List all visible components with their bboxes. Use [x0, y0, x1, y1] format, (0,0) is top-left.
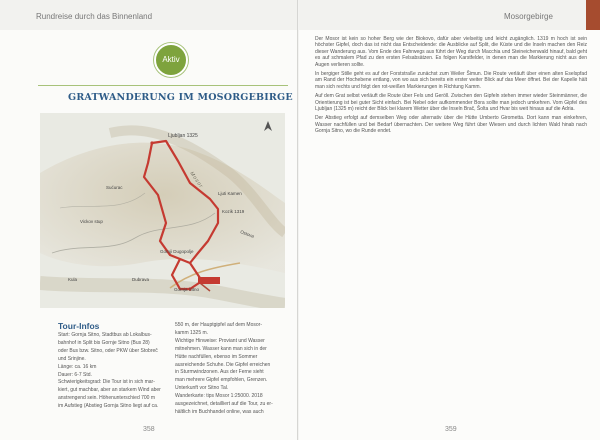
tour-line: Wichtige Hinweise: Proviant und Wasser	[175, 337, 265, 344]
tour-info-col-2	[175, 322, 285, 417]
tour-line: und Srinjine.	[58, 355, 86, 362]
map-label-11: Mosor	[188, 170, 205, 190]
tour-info-col-1	[58, 332, 163, 411]
tour-line: Länge: ca. 16 km	[58, 363, 97, 370]
map-label-8: Dubrava	[132, 277, 150, 282]
tour-line: in Sturmwindzonen. Aus der Ferne sieht	[175, 369, 264, 376]
tour-line: anstrengend sein. Höhenunterschied 700 m	[58, 395, 156, 402]
tour-line: man mehrere Gipfel empfohlen, Grenzen.	[175, 377, 268, 384]
right-page	[299, 0, 600, 440]
map-label-7: Kula	[68, 277, 78, 282]
body-paragraph: In bergiger Stille geht es auf der Forststraße zunächst zum Weiler Šimun. Die Route verläuft über einen alten Eselspfad am Rand der Hochebene entlang, von wo aus sich bereits ein erster weiter Blick auf das Meer öffnet. Bei der Kapelle hält man sich rechts und folgt den rot-weißen Markierungen in Richtung Kamm.	[315, 71, 587, 90]
aktiv-badge: Aktiv	[154, 43, 188, 77]
right-header-band	[299, 0, 600, 30]
tour-line: Start: Gornja Sitno, Stadtbus ab Lokalbus-	[58, 332, 152, 338]
tour-line: Wanderkarte: tips Mosor 1:25000. 2018	[175, 393, 263, 400]
right-page-number: 359	[445, 426, 457, 433]
tour-line: bahnhof in Split bis Gornje Sitno (Bus 28)	[58, 339, 150, 346]
tour-line: Hütte nachfüllen, ebenso im Sommer	[175, 353, 258, 360]
tour-line: oder Bus bzw. Sitno, oder PKW über Stobreč	[58, 347, 158, 354]
tour-line: Unterkunft vor Sitno Tal.	[175, 385, 229, 392]
map-label-4: Kozik 1319	[222, 209, 245, 214]
tour-line: ausgezeichnet, detailliert auf die Tour, zu er-	[175, 401, 273, 408]
right-running-head: Mosorgebirge	[504, 12, 553, 21]
tour-line: 550 m, der Hauptgipfel auf dem Mosor-	[175, 322, 262, 328]
body-paragraph: Der Abstieg erfolgt auf demselben Weg oder alternativ über die Hütte Umberto Girometta. Dort kann man einkehren, Wasser nachfüllen und bei Bedarf übernachten. Der weitere Weg führt über Wiesen und durch lichten Wald hinab nach Gornja Sitno, wo die Runde endet.	[315, 115, 587, 135]
map-label-5: Vickov stup	[80, 219, 103, 224]
map-label-2: Sućurac	[106, 185, 123, 190]
tour-line: kamm 1325 m.	[175, 329, 209, 336]
left-running-head: Rundreise durch das Binnenland	[36, 12, 153, 21]
map-label-6: Gornja Sitno	[174, 287, 200, 292]
map-graphic	[40, 113, 285, 308]
tour-line: mitnehmen. Wasser kann man sich in der	[175, 345, 267, 352]
body-paragraph: Der Mosor ist kein so hoher Berg wie der Biokovo, dafür aber vielseitig und leicht zugänglich. 1319 m hoch ist sein höchster Gipfel, doch das ist nicht das Entscheidende: die Ausblicke auf Split, die Küste und die Inseln machen den Reiz dieser Wanderung aus. Vom Ende des Fahrwegs aus führt der Weg durch Macchia und Steineichenwald hinauf, bald geht es auf schmalem Pfad zu den ersten Felsabsätzen. Es folgen Karstfelder, in denen man die Markierung nicht aus den Augen verlieren sollte.	[315, 36, 587, 68]
article-title: GRATWANDERUNG IM MOSORGEBIRGE	[68, 92, 293, 103]
left-page	[0, 0, 298, 440]
tour-line: Schwierigkeitsgrad: Die Tour ist in sich mar-	[58, 379, 155, 386]
article-body	[315, 36, 587, 138]
map-label-9: Gornji Dugopolje	[160, 249, 194, 254]
map-label-10: Ostova	[239, 229, 255, 239]
tour-line: Dauer: 6-7 Std.	[58, 371, 92, 378]
map-label-1: Ljubljan 1325	[168, 133, 198, 139]
tour-info-heading: Tour-Infos	[58, 321, 100, 331]
tour-line: ausreichende Schuhe. Die Gipfel erreichen	[175, 361, 271, 368]
chapter-tab	[586, 0, 600, 30]
map-label-3: Ljuti Kamen	[218, 191, 242, 196]
left-page-number: 358	[143, 426, 155, 433]
tour-line: im Aufstieg (Abstieg Gornja Sitno liegt auf ca.	[58, 403, 159, 410]
tour-line: kiert, gut machbar, aber an starkem Wind aber	[58, 387, 161, 394]
hiking-map	[40, 113, 285, 308]
tour-line: hältlich im Buchhandel online, was auch	[175, 408, 264, 415]
section-rule	[38, 85, 288, 86]
body-paragraph: Auf dem Grat selbst verläuft die Route über Fels und Geröll. Zwischen den Gipfeln stehen immer wieder Steinmänner, die Orientierung ist bei guter Sicht einfach. Bei Nebel oder aufkommender Bora sollte man jedoch umkehren. Vom Gipfel des Ljubljan (1325 m) reicht der Blick bei klarem Wetter über die Inseln Brač, Šolta und Hvar bis weit hinaus auf die Adria.	[315, 93, 587, 113]
